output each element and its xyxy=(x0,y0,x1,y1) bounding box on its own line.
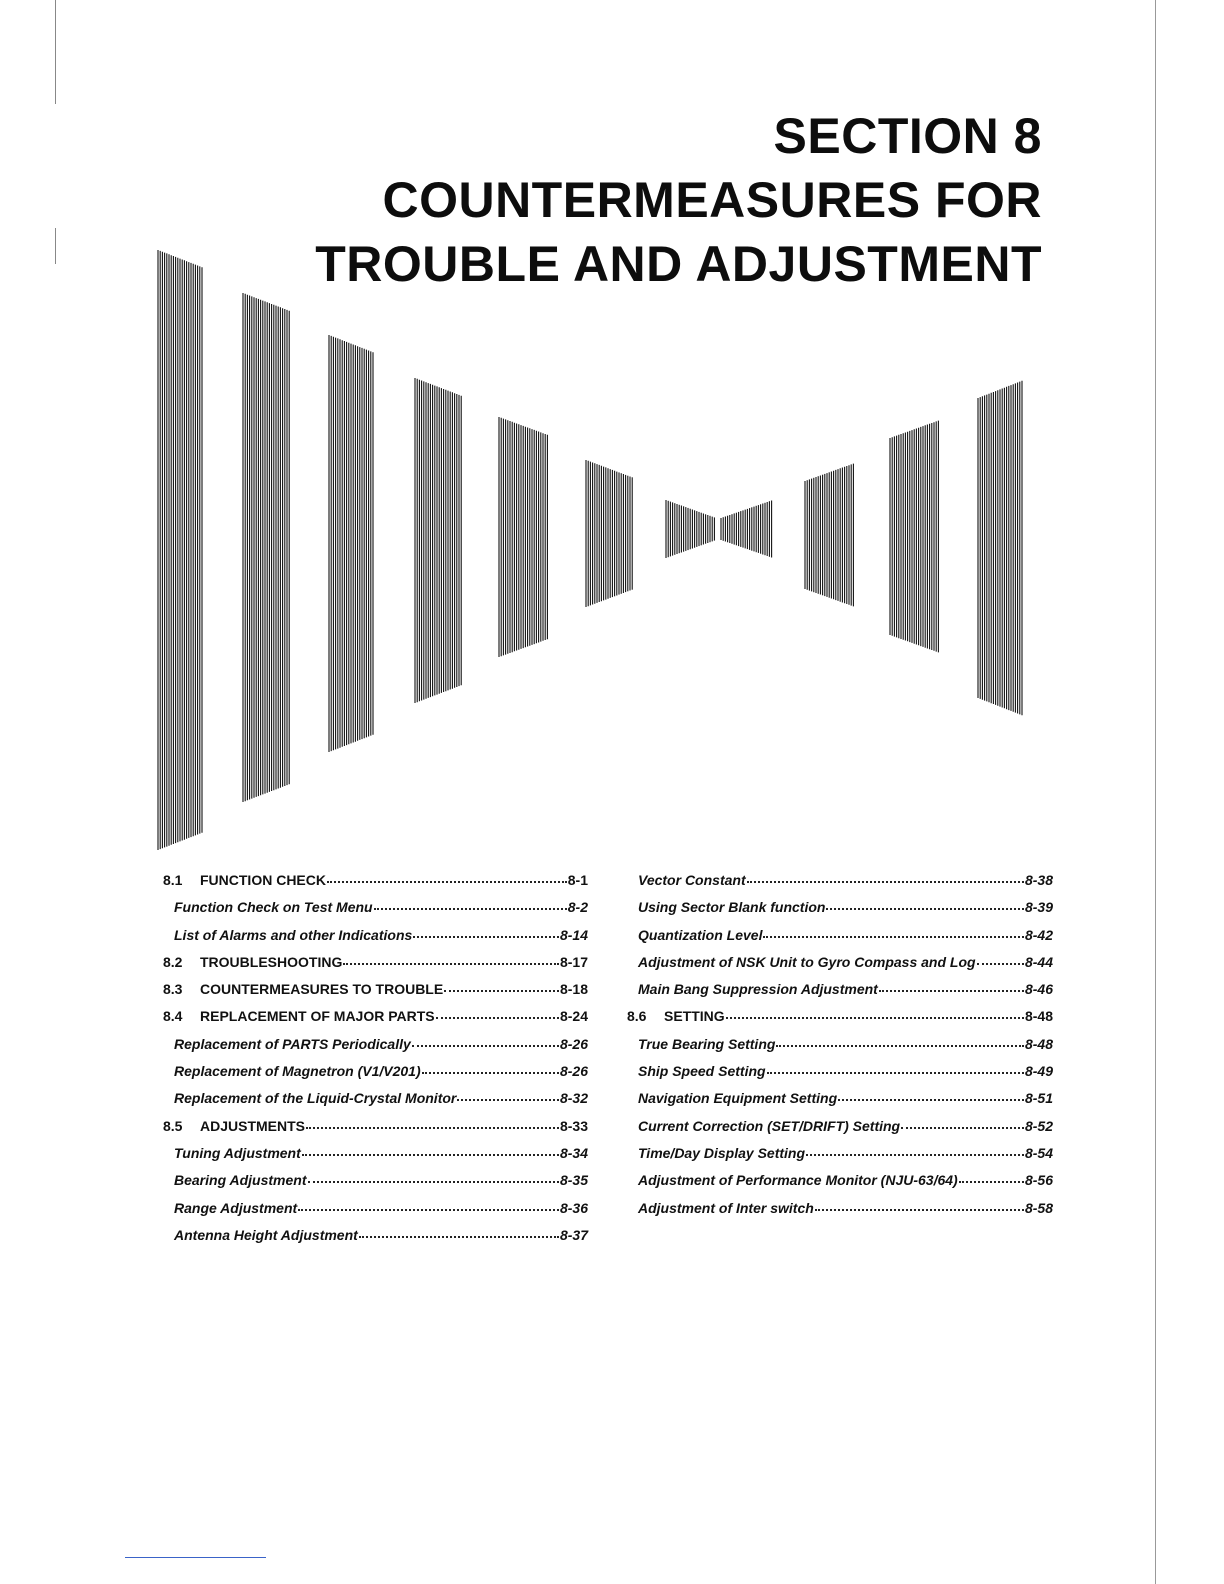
toc-entry-title: Bearing Adjustment xyxy=(174,1172,307,1189)
toc-leader-dots xyxy=(901,1126,1024,1129)
toc-entry-page: 8-18 xyxy=(559,981,588,998)
title-line-3: TROUBLE AND ADJUSTMENT xyxy=(315,236,1042,292)
toc-entry-page: 8-1 xyxy=(567,872,588,888)
toc-entry[interactable] xyxy=(627,1036,1053,1063)
toc-entry-number: 8.1 xyxy=(163,872,183,888)
toc-leader-dots xyxy=(436,1016,559,1019)
toc-entry[interactable] xyxy=(627,1008,1053,1035)
toc-entry-page: 8-46 xyxy=(1024,981,1053,998)
toc-leader-dots xyxy=(457,1098,559,1101)
toc-leader-dots xyxy=(806,1153,1024,1156)
toc-entry-title: TROUBLESHOOTING xyxy=(200,953,343,970)
toc-entry[interactable] xyxy=(627,1118,1053,1145)
toc-entry-page: 8-48 xyxy=(1024,1008,1053,1025)
toc-entry[interactable] xyxy=(627,954,1053,981)
toc-entry[interactable] xyxy=(627,872,1053,899)
toc-entry-page: 8-34 xyxy=(559,1144,588,1161)
toc-entry-page: 8-33 xyxy=(559,1117,588,1134)
toc-entry-title: Navigation Equipment Setting xyxy=(638,1090,838,1107)
toc-leader-dots xyxy=(767,1071,1024,1074)
toc-entry-title: Main Bang Suppression Adjustment xyxy=(638,981,878,998)
toc-entry-page: 8-56 xyxy=(1024,1172,1053,1189)
toc-entry-title: Using Sector Blank function xyxy=(638,899,826,916)
toc-right-column xyxy=(627,872,1053,1227)
toc-entry[interactable] xyxy=(627,1090,1053,1117)
toc-leader-dots xyxy=(763,935,1024,938)
toc-entry-page: 8-26 xyxy=(559,1063,588,1080)
toc-leader-dots xyxy=(308,1180,559,1183)
toc-leader-dots xyxy=(327,880,567,883)
toc-entry-title: SETTING xyxy=(664,1008,725,1025)
toc-entry-title: Replacement of the Liquid-Crystal Monitor xyxy=(174,1090,457,1107)
toc-leader-dots xyxy=(422,1071,559,1074)
toc-entry[interactable] xyxy=(627,1200,1053,1227)
toc-leader-dots xyxy=(747,880,1024,883)
footer-rule xyxy=(125,1557,266,1558)
toc-leader-dots xyxy=(444,989,559,992)
toc-entry-page: 8-49 xyxy=(1024,1063,1053,1080)
toc-entry[interactable] xyxy=(163,899,588,926)
toc-entry-page: 8-51 xyxy=(1024,1090,1053,1107)
toc-entry-page: 8-14 xyxy=(559,926,588,943)
toc-leader-dots xyxy=(826,907,1024,910)
toc-entry-title: Ship Speed Setting xyxy=(638,1063,766,1080)
toc-entry-title: Time/Day Display Setting xyxy=(638,1144,806,1161)
toc-entry[interactable] xyxy=(163,1118,588,1145)
toc-entry[interactable] xyxy=(163,1090,588,1117)
toc-entry-title: FUNCTION CHECK xyxy=(200,872,326,888)
toc-entry-title: Adjustment of NSK Unit to Gyro Compass and Log xyxy=(638,953,976,970)
toc-entry-number: 8.3 xyxy=(163,981,183,998)
toc-entry-number: 8.2 xyxy=(163,953,183,970)
toc-leader-dots xyxy=(413,935,559,938)
toc-leader-dots xyxy=(412,1044,559,1047)
toc-entry-page: 8-52 xyxy=(1024,1117,1053,1134)
toc-entry[interactable] xyxy=(163,927,588,954)
toc-left-column xyxy=(163,872,588,1254)
title-line-2: COUNTERMEASURES FOR xyxy=(382,172,1042,228)
toc-entry-page: 8-24 xyxy=(559,1008,588,1025)
toc-leader-dots xyxy=(977,962,1024,965)
toc-entry-title: Tuning Adjustment xyxy=(174,1144,301,1161)
toc-leader-dots xyxy=(726,1016,1024,1019)
toc-entry[interactable] xyxy=(163,1200,588,1227)
toc-entry-title: Function Check on Test Menu xyxy=(174,899,373,916)
toc-entry-page: 8-35 xyxy=(559,1172,588,1189)
toc-entry-page: 8-44 xyxy=(1024,953,1053,970)
toc-entry-title: REPLACEMENT OF MAJOR PARTS xyxy=(200,1008,435,1025)
toc-entry-page: 8-54 xyxy=(1024,1144,1053,1161)
toc-entry-title: Replacement of PARTS Periodically xyxy=(174,1035,411,1052)
toc-leader-dots xyxy=(359,1235,559,1238)
toc-entry[interactable] xyxy=(627,899,1053,926)
toc-entry[interactable] xyxy=(163,872,588,899)
toc-entry[interactable] xyxy=(163,981,588,1008)
toc-leader-dots xyxy=(343,962,559,965)
toc-entry[interactable] xyxy=(163,1145,588,1172)
toc-entry-page: 8-36 xyxy=(559,1199,588,1216)
toc-entry[interactable] xyxy=(627,1172,1053,1199)
toc-entry-page: 8-39 xyxy=(1024,899,1053,916)
toc-entry-title: Range Adjustment xyxy=(174,1199,298,1216)
toc-entry-page: 8-38 xyxy=(1024,872,1053,888)
toc-leader-dots xyxy=(298,1208,559,1211)
toc-entry[interactable] xyxy=(163,1036,588,1063)
toc-entry-title: Adjustment of Inter switch xyxy=(638,1199,814,1216)
toc-entry-page: 8-2 xyxy=(567,899,588,916)
toc-entry-page: 8-58 xyxy=(1024,1199,1053,1216)
toc-entry[interactable] xyxy=(163,1227,588,1254)
toc-leader-dots xyxy=(879,989,1024,992)
toc-entry-page: 8-26 xyxy=(559,1035,588,1052)
toc-entry-title: True Bearing Setting xyxy=(638,1035,776,1052)
toc-entry[interactable] xyxy=(163,954,588,981)
toc-entry-page: 8-42 xyxy=(1024,926,1053,943)
toc-leader-dots xyxy=(776,1044,1024,1047)
toc-leader-dots xyxy=(374,907,567,910)
toc-entry[interactable] xyxy=(627,927,1053,954)
toc-entry-number: 8.6 xyxy=(627,1008,647,1025)
toc-leader-dots xyxy=(959,1180,1024,1183)
toc-leader-dots xyxy=(302,1153,559,1156)
toc-entry-page: 8-32 xyxy=(559,1090,588,1107)
toc-leader-dots xyxy=(306,1126,559,1129)
toc-entry[interactable] xyxy=(163,1008,588,1035)
toc-entry-title: Current Correction (SET/DRIFT) Setting xyxy=(638,1117,901,1134)
barcode-bars xyxy=(158,250,1022,850)
toc-entry[interactable] xyxy=(627,1063,1053,1090)
title-line-1: SECTION 8 xyxy=(773,108,1042,164)
toc-entry-title: Antenna Height Adjustment xyxy=(174,1226,358,1243)
toc-entry-title: ADJUSTMENTS xyxy=(200,1117,306,1134)
toc-entry-title: Vector Constant xyxy=(638,872,746,888)
toc-entry-page: 8-17 xyxy=(559,953,588,970)
toc-entry-number: 8.4 xyxy=(163,1008,183,1025)
toc-entry-page: 8-37 xyxy=(559,1226,588,1243)
toc-leader-dots xyxy=(838,1098,1024,1101)
toc-entry-title: Quantization Level xyxy=(638,926,763,943)
toc-entry[interactable] xyxy=(627,1145,1053,1172)
toc-entry[interactable] xyxy=(627,981,1053,1008)
toc-entry-title: Adjustment of Performance Monitor (NJU-63/64) xyxy=(638,1172,958,1189)
toc-entry-number: 8.5 xyxy=(163,1117,183,1134)
toc-leader-dots xyxy=(815,1208,1024,1211)
toc-entry-title: COUNTERMEASURES TO TROUBLE xyxy=(200,981,444,998)
toc-entry-page: 8-48 xyxy=(1024,1035,1053,1052)
toc-entry-title: List of Alarms and other Indications xyxy=(174,926,413,943)
toc-entry-title: Replacement of Magnetron (V1/V201) xyxy=(174,1063,421,1080)
toc-entry[interactable] xyxy=(163,1172,588,1199)
toc-entry[interactable] xyxy=(163,1063,588,1090)
